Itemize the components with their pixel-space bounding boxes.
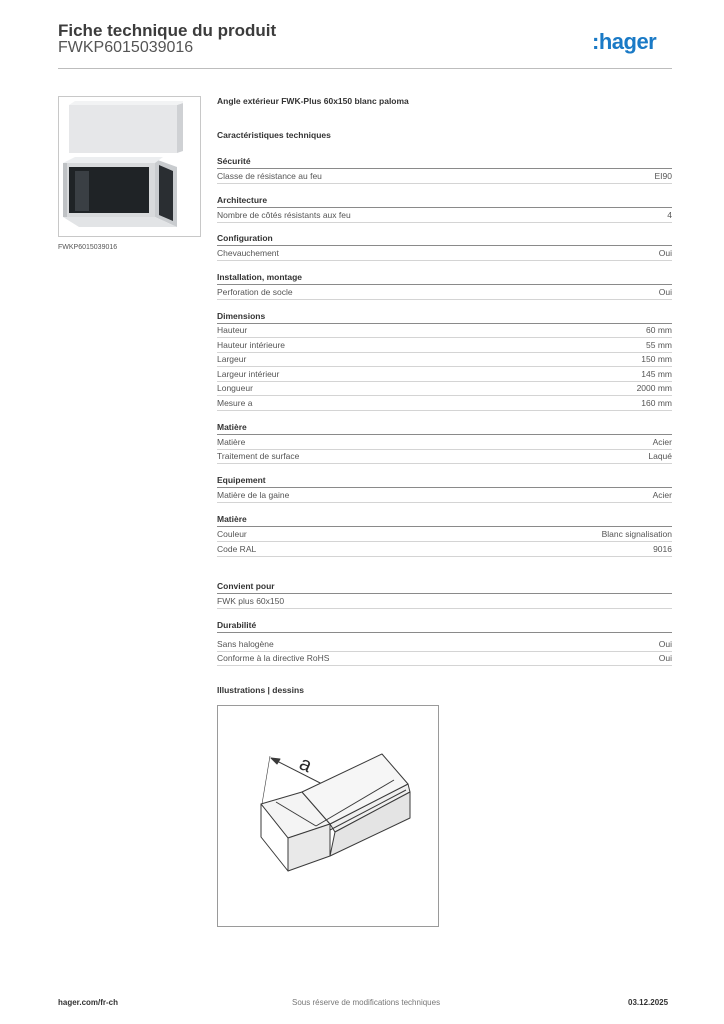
- spec-label: Matière: [217, 436, 246, 447]
- spec-value: 55 mm: [646, 339, 672, 350]
- spec-value: EI90: [654, 170, 672, 181]
- product-code: FWKP6015039016: [58, 39, 194, 56]
- spec-value: Oui: [658, 286, 672, 297]
- spec-row: [217, 285, 672, 300]
- spec-value: Laqué: [648, 450, 672, 461]
- spec-label: Mesure a: [217, 397, 253, 408]
- spec-row: [217, 352, 672, 367]
- section-title: Sécurité: [217, 156, 672, 169]
- spec-label: Hauteur intérieure: [217, 339, 286, 350]
- spec-label: Largeur intérieur: [217, 368, 280, 379]
- spec-label: Longueur: [217, 382, 253, 393]
- spec-label: Hauteur: [217, 324, 248, 335]
- spec-label: Classe de résistance au feu: [217, 170, 322, 181]
- spec-label: Matière de la gaine: [217, 489, 290, 500]
- section-title: Dimensions: [217, 311, 672, 324]
- spec-row: [217, 338, 672, 353]
- spec-value: Oui: [658, 247, 672, 258]
- spec-label: Couleur: [217, 528, 247, 539]
- spec-row: [217, 488, 672, 503]
- hager-logo: :hager: [592, 29, 657, 54]
- spec-row: [217, 449, 672, 464]
- illustrations-heading: Illustrations | dessins: [217, 685, 304, 695]
- spec-value: Acier: [652, 436, 672, 447]
- spec-row: [217, 594, 672, 609]
- spec-row: [217, 246, 672, 261]
- section-title: Installation, montage: [217, 272, 672, 285]
- footer-website-link[interactable]: hager.com/fr-ch: [58, 998, 119, 1007]
- section-title: Matière: [217, 422, 672, 435]
- spec-value: 160 mm: [641, 397, 672, 408]
- spec-value: 9016: [653, 543, 672, 554]
- spec-label: Sans halogène: [217, 638, 274, 649]
- footer-date: 03.12.2025: [628, 998, 669, 1007]
- product-photo: [58, 96, 201, 237]
- footer-notice: Sous réserve de modifications techniques: [292, 998, 441, 1007]
- spec-value: Oui: [658, 638, 672, 649]
- spec-label: FWK plus 60x150: [217, 595, 285, 606]
- product-photo-drawing: [59, 97, 201, 237]
- spec-value: Blanc signalisation: [601, 528, 672, 539]
- spec-value: 2000 mm: [636, 382, 672, 393]
- spec-value: Oui: [658, 652, 672, 663]
- spec-value: 60 mm: [646, 324, 672, 335]
- spec-label: Nombre de côtés résistants aux feu: [217, 209, 351, 220]
- spec-row: [217, 381, 672, 396]
- section-title: Durabilité: [217, 620, 672, 633]
- page-title: Fiche technique du produit: [58, 21, 277, 40]
- spec-value: 150 mm: [641, 353, 672, 364]
- section-title: Matière: [217, 514, 672, 527]
- dimension-label: a: [295, 752, 316, 778]
- spec-value: 145 mm: [641, 368, 672, 379]
- corner-drawing: [218, 706, 438, 926]
- spec-label: Chevauchement: [217, 247, 279, 258]
- section-title: Convient pour: [217, 581, 672, 594]
- product-name: Angle extérieur FWK-Plus 60x150 blanc paloma: [217, 96, 409, 106]
- spec-row: [217, 367, 672, 382]
- spec-label: Perforation de socle: [217, 286, 293, 297]
- spec-label: Code RAL: [217, 543, 257, 554]
- spec-row: [217, 542, 672, 557]
- section-title: Equipement: [217, 475, 672, 488]
- spec-value: 4: [667, 209, 672, 220]
- section-title: Configuration: [217, 233, 672, 246]
- header-divider: [58, 68, 672, 69]
- spec-label: Largeur: [217, 353, 247, 364]
- spec-row: [217, 208, 672, 223]
- section-title: Architecture: [217, 195, 672, 208]
- technical-drawing: [217, 705, 439, 927]
- spec-row: [217, 637, 672, 652]
- spec-row: [217, 651, 672, 666]
- spec-row: [217, 527, 672, 542]
- spec-row: [217, 323, 672, 338]
- spec-row: [217, 435, 672, 450]
- spec-label: Traitement de surface: [217, 450, 300, 461]
- spec-row: [217, 169, 672, 184]
- tech-specs-heading: Caractéristiques techniques: [217, 130, 331, 140]
- spec-row: [217, 396, 672, 411]
- spec-label: Conforme à la directive RoHS: [217, 652, 330, 663]
- spec-value: Acier: [652, 489, 672, 500]
- photo-caption: FWKP6015039016: [58, 244, 118, 251]
